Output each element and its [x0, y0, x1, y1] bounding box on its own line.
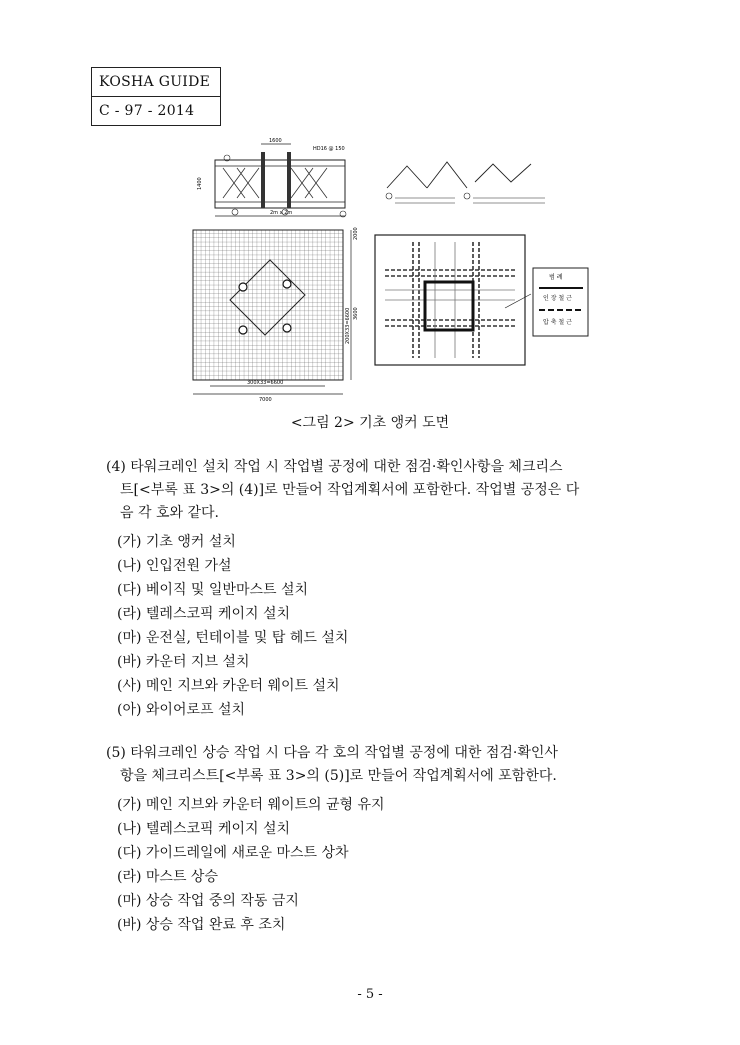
detail-label: 1400: [197, 177, 203, 190]
section-4-item: (가) 기초 앵커 설치: [117, 534, 236, 550]
legend-item: 인 장 철 근: [543, 295, 572, 302]
section-5-item: (마) 상승 작업 중의 작동 금지: [117, 893, 299, 909]
section-4-item: (라) 텔레스코픽 케이지 설치: [117, 606, 291, 622]
section-5-item: (다) 가이드레일에 새로운 마스트 상차: [117, 845, 349, 861]
section-4-item: (마) 운전실, 턴테이블 및 탑 헤드 설치: [117, 630, 349, 646]
section-4-item: (사) 메인 지브와 카운터 웨이트 설치: [117, 678, 340, 694]
section-4-line: 음 각 호와 같다.: [120, 505, 219, 521]
section-5-item: (라) 마스트 상승: [117, 869, 218, 885]
legend-item: 압 축 철 근: [543, 319, 572, 326]
section-4-intro: [106, 456, 654, 525]
section-4-line: (4) 타워크레인 설치 작업 시 작업별 공정에 대한 점검·확인사항을 체크리스: [106, 459, 563, 475]
plan-label: 200X33=6600: [345, 307, 351, 344]
section-5-intro: [106, 742, 654, 788]
section-4-item: (나) 인입전원 가설: [117, 558, 232, 574]
plan-label: 300X33=6600: [247, 380, 284, 386]
plan-label: 7000: [259, 397, 272, 403]
page-number: - 5 -: [357, 987, 383, 1002]
section-detail-drawing: [197, 138, 346, 217]
plan-label: 3600: [353, 307, 359, 320]
guide-header-box: [91, 67, 221, 126]
section-4-item: (바) 카운터 지브 설치: [117, 654, 250, 670]
section-5-item: (나) 텔레스코픽 케이지 설치: [117, 821, 291, 837]
section-4-item: (다) 베이직 및 일반마스트 설치: [117, 582, 309, 598]
anchor-foundation-figure: [175, 130, 595, 405]
guide-code: C - 97 - 2014: [92, 96, 220, 125]
section-4-line: 트[<부록 표 3>의 (4)]로 만들어 작업계획서에 포함한다. 작업별 공정은 다: [120, 482, 580, 498]
foundation-plan-grid: [193, 227, 359, 403]
detail-label: 1600: [269, 138, 282, 144]
section-5-item: (바) 상승 작업 완료 후 조치: [117, 917, 286, 933]
rebar-plan: [375, 235, 588, 365]
section-5-item: (가) 메인 지브와 카운터 웨이트의 균형 유지: [117, 797, 385, 813]
section-5-line: (5) 타워크레인 상승 작업 시 다음 각 호의 작업별 공정에 대한 점검·확인사: [106, 745, 558, 761]
bar-bend-details: [386, 162, 545, 203]
section-4-item: (아) 와이어로프 설치: [117, 702, 246, 718]
figure-caption: <그림 2> 기초 앵커 도면: [290, 415, 450, 431]
detail-label: 2m x 2m: [270, 210, 293, 216]
section-5-line: 항을 체크리스트[<부록 표 3>의 (5)]로 만들어 작업계획서에 포함한다.: [120, 768, 557, 784]
legend-title: 범 례: [549, 274, 563, 281]
plan-label: 2000: [353, 227, 359, 240]
detail-label: HD16 @ 150: [313, 146, 345, 152]
guide-title: KOSHA GUIDE: [99, 74, 211, 90]
